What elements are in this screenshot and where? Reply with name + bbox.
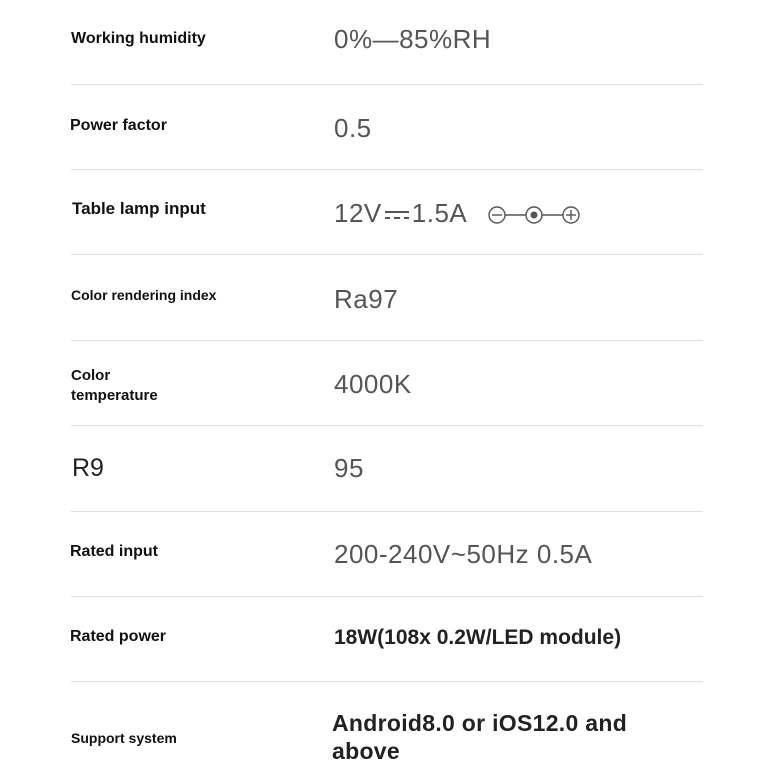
spec-label-power-factor: Power factor (70, 117, 167, 134)
spec-label-table-lamp-input: Table lamp input (72, 199, 206, 218)
spec-value-support-system: Android8.0 or iOS12.0 and above (332, 710, 628, 764)
row-divider (71, 254, 703, 255)
row-divider (71, 596, 703, 597)
row-divider (71, 681, 703, 682)
spec-value-r9: 95 (334, 453, 364, 483)
row-divider (71, 84, 703, 85)
table-lamp-current: 1.5A (411, 198, 466, 228)
spec-value-power-factor: 0.5 (334, 113, 372, 143)
spec-value-rated-input: 200-240V~50Hz 0.5A (334, 539, 593, 569)
row-divider (71, 169, 703, 170)
spec-value-rated-power: 18W(108x 0.2W/LED module) (334, 626, 622, 649)
table-lamp-voltage: 12V (334, 198, 382, 228)
spec-value-table-lamp-input (334, 198, 582, 228)
spec-label-color-temperature-line2: temperature (71, 387, 158, 404)
spec-value-color-rendering-index: Ra97 (334, 284, 399, 314)
row-divider (71, 511, 703, 512)
spec-label-rated-input: Rated input (70, 543, 158, 560)
polarity-center-positive-icon (486, 204, 582, 226)
spec-value-working-humidity: 0%—85%RH (334, 24, 492, 54)
spec-label-color-temperature-line1: Color (71, 367, 111, 384)
spec-value-color-temperature: 4000K (334, 369, 412, 399)
spec-label-support-system: Support system (71, 730, 177, 746)
spec-label-working-humidity: Working humidity (71, 30, 206, 47)
row-divider (71, 340, 703, 341)
spec-label-r9: R9 (72, 454, 104, 482)
row-divider (71, 425, 703, 426)
spec-label-color-rendering-index: Color rendering index (71, 287, 217, 303)
spec-label-rated-power: Rated power (70, 628, 167, 645)
dc-current-icon (384, 209, 410, 221)
